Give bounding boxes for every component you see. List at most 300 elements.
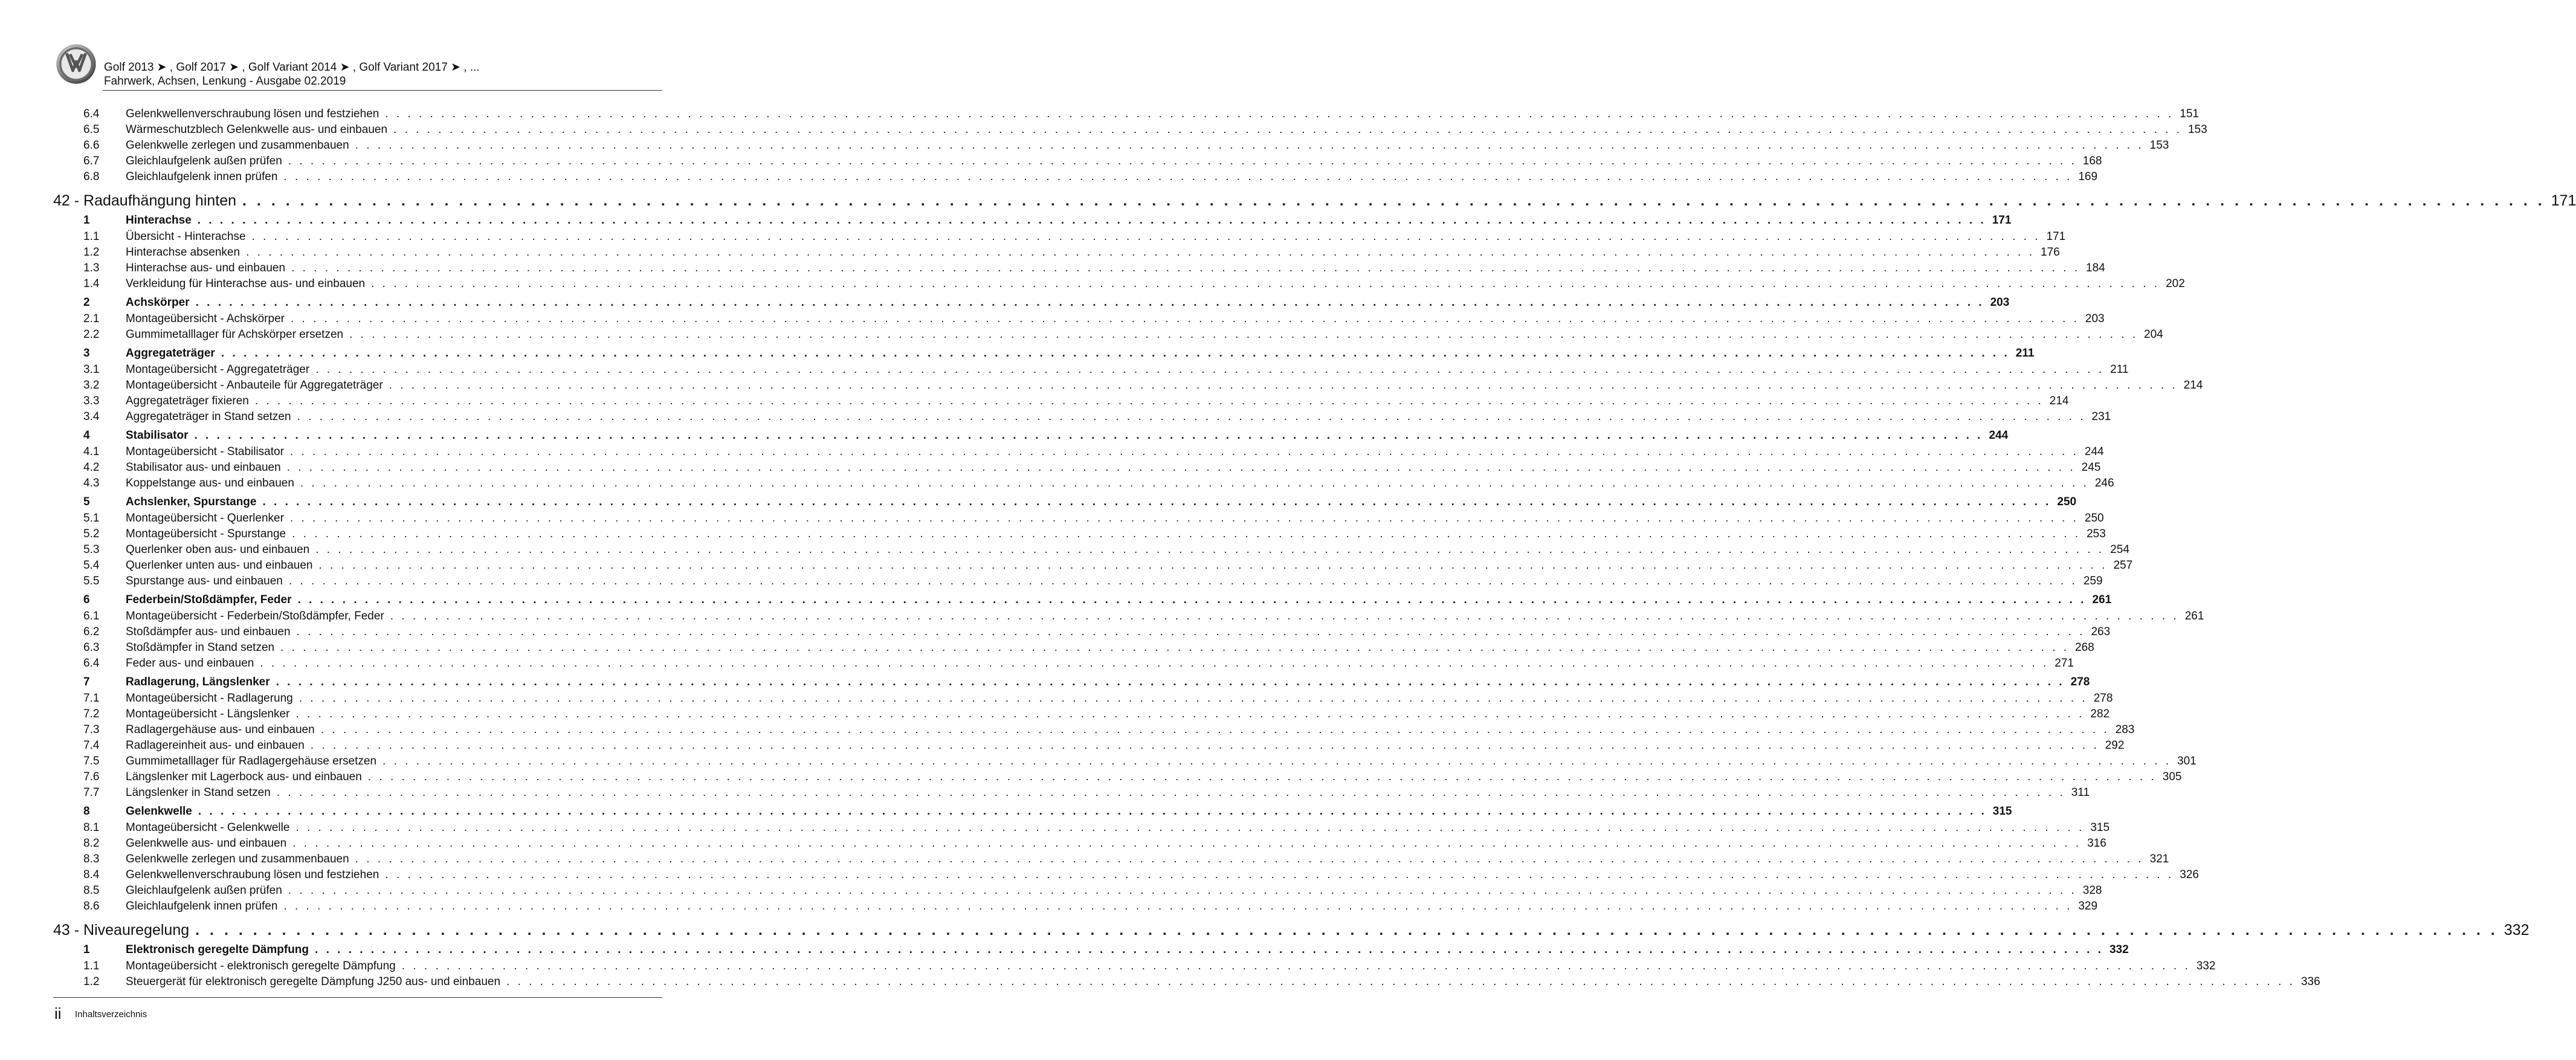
toc-entry-line [126,769,2182,785]
toc-entry-line [126,592,2112,608]
toc-entry-line [126,722,2135,738]
toc-entry-number: 7 [83,676,90,688]
toc-entry-title: Aggregateträger in Stand setzen [126,410,291,423]
toc-entry-number: 2.2 [83,328,100,341]
toc-leader-dots: . . . . . . . . . . . . . . . . . . . . . . . . . . . . . . . . . . . . . . . . . . . . . . . . . . . . . . . . . . . . . . . . . . . . . . . . . . . . . . . . . . . . . . . . . . . . . . . . . . . . . . . . . . . . . . . . . . . . . . . . . . . . . . . . . . . . . . . . . . . . . . . . . . . . . . . . . . . . . . . . [276,676,2065,688]
toc-entry-number: 1.4 [83,277,100,290]
toc-entry-row[interactable] [53,820,2110,836]
footer-page-number: ii [54,1004,62,1023]
toc-entry-line [126,609,2204,624]
toc-page-number: 326 [2180,868,2199,881]
toc-page-number: 278 [2093,692,2113,705]
toc-leader-dots: . . . . . . . . . . . . . . . . . . . . . . . . . . . . . . . . . . . . . . . . . . . . . . . . . . . . . . . . . . . . . . . . . . . . . . . . . . . . . . . . . . . . . . . . . . . . . . . . . . . . . . . . . . . . . . . . . . . . . . . . . . . . . . . . . . . . . . . . . . . . . . . . . . . . . . . . . . . . . . . . [198,805,1987,818]
toc-page-number: 259 [2083,575,2103,587]
toc-chapter-row[interactable] [53,189,2576,213]
footer-section-title: Inhaltsverzeichnis [75,1009,147,1020]
toc-entry-line [126,511,2104,526]
toc-entry-title: Radlagereinheit aus- und einbauen [126,739,305,752]
toc-entry-title: Montageübersicht - Aggregateträger [126,363,310,376]
toc-entry-title: Spurstange aus- und einbauen [126,575,283,587]
toc-page-number: 316 [2087,837,2106,850]
toc-entry-line [126,656,2074,671]
toc-entry-line [126,624,2111,640]
toc-entry-row[interactable] [53,899,2098,914]
toc-section-row[interactable] [53,804,2012,820]
toc-entry-title: Querlenker unten aus- und einbauen [126,559,313,572]
toc-entry-row[interactable] [53,169,2098,185]
toc-leader-dots: . . . . . . . . . . . . . . . . . . . . . . . . . . . . . . . . . . . . . . . . . . . . . . . . . . . . . . . . . . . . . . . . . . . . . . . . . . . . . . . . . . . . . . . . . . . . . . . . . . . . . . . . . . . . . . . . . . . . . . . . . . . . . . . . . . . . . . . . . . . . . . . . . . . . . . . . . . . . . . . . [283,900,2073,913]
toc-entry-row[interactable] [53,444,2104,460]
toc-entry-number: 1.2 [83,246,100,259]
header-vehicle-models: Golf 2013 ➤ , Golf 2017 ➤ , Golf Variant 2014 ➤ , Golf Variant 2017 ➤ , ... [104,61,480,74]
toc-entry-title: Steuergerät für elektronisch geregelte Dämpfung J250 aus- und einbauen [126,975,501,988]
toc-leader-dots: . . . . . . . . . . . . . . . . . . . . . . . . . . . . . . . . . . . . . . . . . . . . . . . . . . . . . . . . . . . . . . . . . . . . . . . . . . . . . . . . . . . . . . . . . . . . . . . . . . . . . . . . . . . . . . . . . . . . . . . . . . . . . . . . . . . . . . . . . . . . . . . . . . . . . . . . . . . . . . . . [195,296,1984,309]
toc-section-row[interactable] [53,428,2009,444]
toc-entry-title: Montageübersicht - Federbein/Stoßdämpfer, Feder [126,610,384,622]
toc-entry-number: 5.4 [83,559,100,572]
toc-entry-number: 5.3 [83,543,100,556]
vw-logo-icon [56,44,97,85]
toc-entry-row[interactable] [53,311,2105,327]
toc-entry-line [126,558,2133,574]
toc-entry-title: Gelenkwelle zerlegen und zusammenbauen [126,139,349,152]
toc-entry-line [126,640,2094,656]
toc-entry-number: 8.5 [83,884,100,897]
toc-entry-title: Montageübersicht - elektronisch geregelte Dämpfung [126,960,396,972]
toc-leader-dots: . . . . . . . . . . . . . . . . . . . . . . . . . . . . . . . . . . . . . . . . . . . . . . . . . . . . . . . . . . . . . . . . . . . . . . . . . . . . . . . . . . . . . . . . . . . . . . . . . . . . . . . . . . . . . . . . . . . . . . . . . . . . . . . . . . . . . . . . . . . . . . . . . . . . . . . . . . . . . . . . [389,379,2178,392]
toc-leader-dots: . . . . . . . . . . . . . . . . . . . . . . . . . . . . . . . . . . . . . . . . . . . . . . . . . . . . . . . . . . . . . . . . . . . . . . . . . . . . . . . . . . . . . . . . . . . . . . . . . . . . . . . . . . . . . . . . . . . . . . . . . . . . . . . . . . . . . . . . . . . . . . . . . . . . . . . . . . . . . . . . [506,975,2295,988]
toc-entry-title: Aggregateträger [126,347,215,360]
toc-entry-title: Gelenkwelle aus- und einbauen [126,837,287,850]
toc-entry-number: 5.5 [83,575,100,587]
toc-entry-title: Gleichlaufgelenk innen prüfen [126,900,278,913]
toc-entry-row[interactable] [53,362,2129,378]
toc-page-number: 292 [2105,739,2125,752]
toc-leader-dots: . . . . . . . . . . . . . . . . . . . . . . . . . . . . . . . . . . . . . . . . . . . . . . . . . . . . . . . . . . . . . . . . . . . . . . . . . . . . . . . . . . . . . . . . . . . . . . . . . . . . . . . . . . . . . . . . . . . . . . . . . . . . . . . . . . . . . . . . . . . . . . . . . . . . . . . . . . . . . . . . [195,922,2498,939]
toc-section-row[interactable] [53,674,2090,691]
toc-entry-number: 5.1 [83,512,100,525]
toc-section-row[interactable] [53,942,2129,958]
toc-section-row[interactable] [53,494,2077,511]
toc-entry-number: 6.2 [83,625,100,638]
toc-entry-row[interactable] [53,769,2182,785]
toc-page-number: 245 [2081,461,2101,474]
toc-leader-dots: . . . . . . . . . . . . . . . . . . . . . . . . . . . . . . . . . . . . . . . . . . . . . . . . . . . . . . . . . . . . . . . . . . . . . . . . . . . . . . . . . . . . . . . . . . . . . . . . . . . . . . . . . . . . . . . . . . . . . . . . . . . . . . . . . . . . . . . . . . . . . . . . . . . . . . . . . . . . . . . . [242,192,2545,209]
toc-entry-number: 7.6 [83,771,100,783]
toc-leader-dots: . . . . . . . . . . . . . . . . . . . . . . . . . . . . . . . . . . . . . . . . . . . . . . . . . . . . . . . . . . . . . . . . . . . . . . . . . . . . . . . . . . . . . . . . . . . . . . . . . . . . . . . . . . . . . . . . . . . . . . . . . . . . . . . . . . . . . . . . . . . . . . . . . . . . . . . . . . . . . . . . [291,262,2080,274]
toc-leader-dots: . . . . . . . . . . . . . . . . . . . . . . . . . . . . . . . . . . . . . . . . . . . . . . . . . . . . . . . . . . . . . . . . . . . . . . . . . . . . . . . . . . . . . . . . . . . . . . . . . . . . . . . . . . . . . . . . . . . . . . . . . . . . . . . . . . . . . . . . . . . . . . . . . . . . . . . . . . . . . . . . [197,214,1986,227]
toc-entry-line [126,138,2169,154]
toc-leader-dots: . . . . . . . . . . . . . . . . . . . . . . . . . . . . . . . . . . . . . . . . . . . . . . . . . . . . . . . . . . . . . . . . . . . . . . . . . . . . . . . . . . . . . . . . . . . . . . . . . . . . . . . . . . . . . . . . . . . . . . . . . . . . . . . . . . . . . . . . . . . . . . . . . . . . . . . . . . . . . . . . [297,593,2087,606]
toc-entry-number: 8.6 [83,900,100,913]
toc-entry-row[interactable] [53,883,2102,899]
toc-entry-row[interactable] [53,409,2111,425]
toc-entry-line [126,106,2199,122]
toc-entry-row[interactable] [53,542,2129,558]
toc-entry-row[interactable] [53,276,2185,292]
toc-page-number: 282 [2090,708,2110,720]
toc-page-number: 202 [2166,277,2185,290]
toc-entry-line [126,867,2199,883]
header-divider [103,90,662,91]
toc-entry-number: 1.3 [83,262,100,274]
toc-entry-number: 1 [83,943,90,956]
toc-entry-number: 6.6 [83,139,100,152]
toc-page-number: 250 [2057,496,2077,508]
toc-entry-line [126,245,2060,260]
table-of-contents [53,106,2576,990]
toc-leader-dots: . . . . . . . . . . . . . . . . . . . . . . . . . . . . . . . . . . . . . . . . . . . . . . . . . . . . . . . . . . . . . . . . . . . . . . . . . . . . . . . . . . . . . . . . . . . . . . . . . . . . . . . . . . . . . . . . . . . . . . . . . . . . . . . . . . . . . . . . . . . . . . . . . . . . . . . . . . . . . . . . [292,528,2081,540]
toc-page-number: 171 [2551,192,2576,209]
toc-entry-number: 2 [83,296,90,309]
toc-entry-title: Stabilisator [126,429,189,442]
toc-entry-line [126,574,2103,589]
toc-entry-title: Montageübersicht - Anbauteile für Aggregateträger [126,379,383,392]
toc-entry-line [126,428,2009,444]
toc-leader-dots: . . . . . . . . . . . . . . . . . . . . . . . . . . . . . . . . . . . . . . . . . . . . . . . . . . . . . . . . . . . . . . . . . . . . . . . . . . . . . . . . . . . . . . . . . . . . . . . . . . . . . . . . . . . . . . . . . . . . . . . . . . . . . . . . . . . . . . . . . . . . . . . . . . . . . . . . . . . . . . . . [221,347,2010,360]
toc-section-row[interactable] [53,213,2012,229]
toc-page-number: 311 [2071,786,2090,799]
toc-entry-number: 6.8 [83,170,100,183]
toc-entry-number: 1.1 [83,960,100,972]
toc-entry-row[interactable] [53,154,2102,169]
toc-entry-number: 1 [83,214,90,227]
toc-page-number: 231 [2091,410,2111,423]
toc-entry-title: Hinterachse [126,214,192,227]
toc-page-number: 250 [2084,512,2104,525]
toc-leader-dots: . . . . . . . . . . . . . . . . . . . . . . . . . . . . . . . . . . . . . . . . . . . . . . . . . . . . . . . . . . . . . . . . . . . . . . . . . . . . . . . . . . . . . . . . . . . . . . . . . . . . . . . . . . . . . . . . . . . . . . . . . . . . . . . . . . . . . . . . . . . . . . . . . . . . . . . . . . . . . . . . [401,960,2190,972]
toc-entry-row[interactable] [53,958,2216,974]
toc-entry-row[interactable] [53,754,2197,769]
toc-entry-title: Gummimetalllager für Radlagergehäuse ersetzen [126,755,377,768]
toc-section-row[interactable] [53,346,2035,362]
toc-entry-line [126,836,2106,852]
toc-entry-title: Wärmeschutzblech Gelenkwelle aus- und einbauen [126,123,388,136]
toc-entry-number: 3 [83,347,90,360]
toc-leader-dots: . . . . . . . . . . . . . . . . . . . . . . . . . . . . . . . . . . . . . . . . . . . . . . . . . . . . . . . . . . . . . . . . . . . . . . . . . . . . . . . . . . . . . . . . . . . . . . . . . . . . . . . . . . . . . . . . . . . . . . . . . . . . . . . . . . . . . . . . . . . . . . . . . . . . . . . . . . . . . . . . [371,277,2160,290]
toc-entry-title: Feder aus- und einbauen [126,657,254,670]
toc-leader-dots: . . . . . . . . . . . . . . . . . . . . . . . . . . . . . . . . . . . . . . . . . . . . . . . . . . . . . . . . . . . . . . . . . . . . . . . . . . . . . . . . . . . . . . . . . . . . . . . . . . . . . . . . . . . . . . . . . . . . . . . . . . . . . . . . . . . . . . . . . . . . . . . . . . . . . . . . . . . . . . . . [390,610,2179,622]
toc-leader-dots: . . . . . . . . . . . . . . . . . . . . . . . . . . . . . . . . . . . . . . . . . . . . . . . . . . . . . . . . . . . . . . . . . . . . . . . . . . . . . . . . . . . . . . . . . . . . . . . . . . . . . . . . . . . . . . . . . . . . . . . . . . . . . . . . . . . . . . . . . . . . . . . . . . . . . . . . . . . . . . . . [194,429,1983,442]
toc-entry-number: 4.2 [83,461,100,474]
toc-entry-line [126,674,2090,690]
toc-entry-line [126,460,2101,476]
toc-entry-line [126,276,2185,292]
page-header [56,44,662,91]
toc-entry-number: 6.7 [83,155,100,167]
toc-page-number: 153 [2149,139,2169,152]
toc-page-number: 211 [2015,347,2035,360]
toc-entry-row[interactable] [53,852,2169,867]
toc-entry-row[interactable] [53,836,2106,852]
toc-entry-row[interactable] [53,867,2199,883]
toc-page-number: 244 [1989,429,2009,442]
toc-page-number: 263 [2091,625,2111,638]
toc-entry-number: 7.1 [83,692,100,705]
toc-entry-number: 8.1 [83,821,100,834]
toc-entry-line [126,476,2114,491]
toc-entry-row[interactable] [53,785,2090,801]
header-manual-title: Fahrwerk, Achsen, Lenkung - Ausgabe 02.2019 [104,75,346,88]
toc-entry-title: Achskörper [126,296,190,309]
toc-entry-number: 8.3 [83,853,100,865]
toc-entry-line [126,706,2110,722]
toc-page-number: 321 [2149,853,2169,865]
toc-entry-row[interactable] [53,460,2101,476]
toc-entry-row[interactable] [53,138,2169,154]
toc-entry-title: 42 - Radaufhängung hinten [53,192,237,209]
toc-leader-dots: . . . . . . . . . . . . . . . . . . . . . . . . . . . . . . . . . . . . . . . . . . . . . . . . . . . . . . . . . . . . . . . . . . . . . . . . . . . . . . . . . . . . . . . . . . . . . . . . . . . . . . . . . . . . . . . . . . . . . . . . . . . . . . . . . . . . . . . . . . . . . . . . . . . . . . . . . . . . . . . . [289,445,2079,458]
toc-section-row[interactable] [53,295,2010,311]
toc-leader-dots: . . . . . . . . . . . . . . . . . . . . . . . . . . . . . . . . . . . . . . . . . . . . . . . . . . . . . . . . . . . . . . . . . . . . . . . . . . . . . . . . . . . . . . . . . . . . . . . . . . . . . . . . . . . . . . . . . . . . . . . . . . . . . . . . . . . . . . . . . . . . . . . . . . . . . . . . . . . . . . . . [283,170,2073,183]
toc-leader-dots: . . . . . . . . . . . . . . . . . . . . . . . . . . . . . . . . . . . . . . . . . . . . . . . . . . . . . . . . . . . . . . . . . . . . . . . . . . . . . . . . . . . . . . . . . . . . . . . . . . . . . . . . . . . . . . . . . . . . . . . . . . . . . . . . . . . . . . . . . . . . . . . . . . . . . . . . . . . . . . . . [315,543,2105,556]
toc-leader-dots: . . . . . . . . . . . . . . . . . . . . . . . . . . . . . . . . . . . . . . . . . . . . . . . . . . . . . . . . . . . . . . . . . . . . . . . . . . . . . . . . . . . . . . . . . . . . . . . . . . . . . . . . . . . . . . . . . . . . . . . . . . . . . . . . . . . . . . . . . . . . . . . . . . . . . . . . . . . . . . . . [383,755,2171,768]
toc-entry-line [126,754,2197,769]
toc-entry-line [53,918,2529,942]
toc-entry-number: 7.4 [83,739,100,752]
toc-entry-line [126,444,2104,460]
toc-page-number: 176 [2041,246,2060,259]
toc-leader-dots: . . . . . . . . . . . . . . . . . . . . . . . . . . . . . . . . . . . . . . . . . . . . . . . . . . . . . . . . . . . . . . . . . . . . . . . . . . . . . . . . . . . . . . . . . . . . . . . . . . . . . . . . . . . . . . . . . . . . . . . . . . . . . . . . . . . . . . . . . . . . . . . . . . . . . . . . . . . . . . . . [385,108,2174,120]
toc-entry-number: 6 [83,593,90,606]
toc-entry-number: 3.4 [83,410,100,423]
toc-entry-title: Gelenkwellenverschraubung lösen und festziehen [126,108,379,120]
toc-page-number: 332 [2196,960,2216,972]
toc-entry-title: Längslenker mit Lagerbock aus- und einbauen [126,771,362,783]
toc-entry-title: Radlagergehäuse aus- und einbauen [126,723,315,736]
toc-entry-number: 3.3 [83,395,100,407]
toc-entry-row[interactable] [53,640,2094,656]
toc-leader-dots: . . . . . . . . . . . . . . . . . . . . . . . . . . . . . . . . . . . . . . . . . . . . . . . . . . . . . . . . . . . . . . . . . . . . . . . . . . . . . . . . . . . . . . . . . . . . . . . . . . . . . . . . . . . . . . . . . . . . . . . . . . . . . . . . . . . . . . . . . . . . . . . . . . . . . . . . . . . . . . . . [262,496,2051,508]
toc-page-number: 332 [2503,922,2529,939]
toc-leader-dots: . . . . . . . . . . . . . . . . . . . . . . . . . . . . . . . . . . . . . . . . . . . . . . . . . . . . . . . . . . . . . . . . . . . . . . . . . . . . . . . . . . . . . . . . . . . . . . . . . . . . . . . . . . . . . . . . . . . . . . . . . . . . . . . . . . . . . . . . . . . . . . . . . . . . . . . . . . . . . . . . [367,771,2157,783]
toc-entry-line [126,974,2320,990]
toc-leader-dots: . . . . . . . . . . . . . . . . . . . . . . . . . . . . . . . . . . . . . . . . . . . . . . . . . . . . . . . . . . . . . . . . . . . . . . . . . . . . . . . . . . . . . . . . . . . . . . . . . . . . . . . . . . . . . . . . . . . . . . . . . . . . . . . . . . . . . . . . . . . . . . . . . . . . . . . . . . . . . . . . [288,155,2077,167]
toc-entry-title: Montageübersicht - Gelenkwelle [126,821,290,834]
toc-entry-line [126,260,2105,276]
toc-page-number: 203 [2085,312,2105,325]
toc-entry-number: 7.2 [83,708,100,720]
toc-entry-row[interactable] [53,738,2125,754]
toc-leader-dots: . . . . . . . . . . . . . . . . . . . . . . . . . . . . . . . . . . . . . . . . . . . . . . . . . . . . . . . . . . . . . . . . . . . . . . . . . . . . . . . . . . . . . . . . . . . . . . . . . . . . . . . . . . . . . . . . . . . . . . . . . . . . . . . . . . . . . . . . . . . . . . . . . . . . . . . . . . . . . . . . [280,641,2070,654]
toc-entry-line [126,122,2207,138]
toc-entry-row[interactable] [53,558,2133,574]
toc-entry-number: 5.2 [83,528,100,540]
toc-entry-title: Gleichlaufgelenk außen prüfen [126,884,282,897]
toc-entry-title: Gummimetalllager für Achskörper ersetzen [126,328,344,341]
toc-page-number: 305 [2162,771,2182,783]
toc-leader-dots: . . . . . . . . . . . . . . . . . . . . . . . . . . . . . . . . . . . . . . . . . . . . . . . . . . . . . . . . . . . . . . . . . . . . . . . . . . . . . . . . . . . . . . . . . . . . . . . . . . . . . . . . . . . . . . . . . . . . . . . . . . . . . . . . . . . . . . . . . . . . . . . . . . . . . . . . . . . . . . . . [276,786,2065,799]
toc-entry-title: Koppelstange aus- und einbauen [126,477,294,490]
toc-leader-dots: . . . . . . . . . . . . . . . . . . . . . . . . . . . . . . . . . . . . . . . . . . . . . . . . . . . . . . . . . . . . . . . . . . . . . . . . . . . . . . . . . . . . . . . . . . . . . . . . . . . . . . . . . . . . . . . . . . . . . . . . . . . . . . . . . . . . . . . . . . . . . . . . . . . . . . . . . . . . . . . . [296,625,2085,638]
toc-page-number: 171 [1992,214,2012,227]
toc-entry-number: 2.1 [83,312,100,325]
toc-entry-row[interactable] [53,378,2203,393]
toc-entry-row[interactable] [53,476,2114,491]
toc-leader-dots: . . . . . . . . . . . . . . . . . . . . . . . . . . . . . . . . . . . . . . . . . . . . . . . . . . . . . . . . . . . . . . . . . . . . . . . . . . . . . . . . . . . . . . . . . . . . . . . . . . . . . . . . . . . . . . . . . . . . . . . . . . . . . . . . . . . . . . . . . . . . . . . . . . . . . . . . . . . . . . . . [295,821,2085,834]
toc-page-number: 315 [2090,821,2110,834]
toc-entry-line [126,362,2129,378]
toc-entry-row[interactable] [53,511,2104,526]
toc-entry-number: 3.1 [83,363,100,376]
toc-entry-number: 6.5 [83,123,100,136]
toc-entry-title: Elektronisch geregelte Dämpfung [126,943,309,956]
toc-entry-line [126,958,2216,974]
toc-entry-row[interactable] [53,706,2110,722]
toc-leader-dots: . . . . . . . . . . . . . . . . . . . . . . . . . . . . . . . . . . . . . . . . . . . . . . . . . . . . . . . . . . . . . . . . . . . . . . . . . . . . . . . . . . . . . . . . . . . . . . . . . . . . . . . . . . . . . . . . . . . . . . . . . . . . . . . . . . . . . . . . . . . . . . . . . . . . . . . . . . . . . . . . [251,230,2041,243]
toc-page-number: 336 [2300,975,2320,988]
toc-entry-title: Längslenker in Stand setzen [126,786,271,799]
toc-entry-title: Gleichlaufgelenk außen prüfen [126,155,282,167]
toc-entry-line [126,820,2110,836]
toc-entry-row[interactable] [53,691,2113,706]
toc-entry-title: Gleichlaufgelenk innen prüfen [126,170,278,183]
toc-entry-title: Montageübersicht - Radlagerung [126,692,293,705]
toc-entry-title: Stoßdämpfer aus- und einbauen [126,625,291,638]
toc-leader-dots: . . . . . . . . . . . . . . . . . . . . . . . . . . . . . . . . . . . . . . . . . . . . . . . . . . . . . . . . . . . . . . . . . . . . . . . . . . . . . . . . . . . . . . . . . . . . . . . . . . . . . . . . . . . . . . . . . . . . . . . . . . . . . . . . . . . . . . . . . . . . . . . . . . . . . . . . . . . . . . . . [299,692,2088,705]
toc-entry-row[interactable] [53,106,2199,122]
toc-entry-line [126,229,2066,245]
toc-page-number: 257 [2113,559,2133,572]
toc-entry-line [126,327,2163,343]
toc-leader-dots: . . . . . . . . . . . . . . . . . . . . . . . . . . . . . . . . . . . . . . . . . . . . . . . . . . . . . . . . . . . . . . . . . . . . . . . . . . . . . . . . . . . . . . . . . . . . . . . . . . . . . . . . . . . . . . . . . . . . . . . . . . . . . . . . . . . . . . . . . . . . . . . . . . . . . . . . . . . . . . . . [254,395,2044,407]
toc-leader-dots: . . . . . . . . . . . . . . . . . . . . . . . . . . . . . . . . . . . . . . . . . . . . . . . . . . . . . . . . . . . . . . . . . . . . . . . . . . . . . . . . . . . . . . . . . . . . . . . . . . . . . . . . . . . . . . . . . . . . . . . . . . . . . . . . . . . . . . . . . . . . . . . . . . . . . . . . . . . . . . . . [288,884,2077,897]
toc-entry-title: Aggregateträger fixieren [126,395,249,407]
toc-page-number: 214 [2049,395,2069,407]
toc-entry-line [126,378,2203,393]
toc-entry-title: Übersicht - Hinterachse [126,230,246,243]
toc-entry-title: Achslenker, Spurstange [126,496,257,508]
toc-entry-row[interactable] [53,393,2069,409]
toc-entry-row[interactable] [53,229,2066,245]
toc-entry-title: Hinterachse aus- und einbauen [126,262,286,274]
toc-entry-number: 4.1 [83,445,100,458]
toc-entry-number: 7.7 [83,786,100,799]
toc-leader-dots: . . . . . . . . . . . . . . . . . . . . . . . . . . . . . . . . . . . . . . . . . . . . . . . . . . . . . . . . . . . . . . . . . . . . . . . . . . . . . . . . . . . . . . . . . . . . . . . . . . . . . . . . . . . . . . . . . . . . . . . . . . . . . . . . . . . . . . . . . . . . . . . . . . . . . . . . . . . . . . . . [246,246,2035,259]
toc-page-number: 278 [2070,676,2090,688]
toc-leader-dots: . . . . . . . . . . . . . . . . . . . . . . . . . . . . . . . . . . . . . . . . . . . . . . . . . . . . . . . . . . . . . . . . . . . . . . . . . . . . . . . . . . . . . . . . . . . . . . . . . . . . . . . . . . . . . . . . . . . . . . . . . . . . . . . . . . . . . . . . . . . . . . . . . . . . . . . . . . . . . . . . [320,723,2110,736]
toc-page-number: 246 [2094,477,2114,490]
toc-page-number: 168 [2082,155,2102,167]
toc-leader-dots: . . . . . . . . . . . . . . . . . . . . . . . . . . . . . . . . . . . . . . . . . . . . . . . . . . . . . . . . . . . . . . . . . . . . . . . . . . . . . . . . . . . . . . . . . . . . . . . . . . . . . . . . . . . . . . . . . . . . . . . . . . . . . . . . . . . . . . . . . . . . . . . . . . . . . . . . . . . . . . . . [355,853,2144,865]
toc-page-number: 204 [2144,328,2163,341]
toc-entry-number: 4 [83,429,90,442]
toc-entry-title: Hinterachse absenken [126,246,240,259]
toc-entry-number: 4.3 [83,477,100,490]
toc-entry-line [126,852,2169,867]
toc-entry-title: Federbein/Stoßdämpfer, Feder [126,593,292,606]
toc-entry-line [126,393,2069,409]
toc-entry-title: Gelenkwelle [126,805,192,818]
toc-page-number: 271 [2055,657,2074,670]
toc-leader-dots: . . . . . . . . . . . . . . . . . . . . . . . . . . . . . . . . . . . . . . . . . . . . . . . . . . . . . . . . . . . . . . . . . . . . . . . . . . . . . . . . . . . . . . . . . . . . . . . . . . . . . . . . . . . . . . . . . . . . . . . . . . . . . . . . . . . . . . . . . . . . . . . . . . . . . . . . . . . . . . . . [288,575,2077,587]
toc-entry-title: Montageübersicht - Achskörper [126,312,285,325]
toc-entry-row[interactable] [53,327,2163,343]
toc-page-number: 244 [2084,445,2104,458]
toc-leader-dots: . . . . . . . . . . . . . . . . . . . . . . . . . . . . . . . . . . . . . . . . . . . . . . . . . . . . . . . . . . . . . . . . . . . . . . . . . . . . . . . . . . . . . . . . . . . . . . . . . . . . . . . . . . . . . . . . . . . . . . . . . . . . . . . . . . . . . . . . . . . . . . . . . . . . . . . . . . . . . . . . [290,312,2079,325]
toc-page-number: 254 [2110,543,2129,556]
toc-entry-title: Stabilisator aus- und einbauen [126,461,281,474]
toc-entry-row[interactable] [53,609,2204,624]
toc-entry-number: 6.4 [83,657,100,670]
toc-entry-number: 7.3 [83,723,100,736]
toc-page-number: 203 [1990,296,2010,309]
toc-entry-row[interactable] [53,574,2103,589]
toc-leader-dots: . . . . . . . . . . . . . . . . . . . . . . . . . . . . . . . . . . . . . . . . . . . . . . . . . . . . . . . . . . . . . . . . . . . . . . . . . . . . . . . . . . . . . . . . . . . . . . . . . . . . . . . . . . . . . . . . . . . . . . . . . . . . . . . . . . . . . . . . . . . . . . . . . . . . . . . . . . . . . . . . [295,708,2085,720]
toc-entry-number: 8.4 [83,868,100,881]
toc-entry-number: 6.1 [83,610,100,622]
toc-entry-title: Verkleidung für Hinterachse aus- und einbauen [126,277,366,290]
toc-leader-dots: . . . . . . . . . . . . . . . . . . . . . . . . . . . . . . . . . . . . . . . . . . . . . . . . . . . . . . . . . . . . . . . . . . . . . . . . . . . . . . . . . . . . . . . . . . . . . . . . . . . . . . . . . . . . . . . . . . . . . . . . . . . . . . . . . . . . . . . . . . . . . . . . . . . . . . . . . . . . . . . . [292,837,2082,850]
toc-entry-title: Radlagerung, Längslenker [126,676,270,688]
toc-leader-dots: . . . . . . . . . . . . . . . . . . . . . . . . . . . . . . . . . . . . . . . . . . . . . . . . . . . . . . . . . . . . . . . . . . . . . . . . . . . . . . . . . . . . . . . . . . . . . . . . . . . . . . . . . . . . . . . . . . . . . . . . . . . . . . . . . . . . . . . . . . . . . . . . . . . . . . . . . . . . . . . . [310,739,2099,752]
toc-chapter-row[interactable] [53,918,2529,942]
toc-page-number: 211 [2110,363,2129,376]
toc-page-number: 153 [2187,123,2207,136]
toc-entry-line [126,169,2098,185]
toc-entry-line [126,311,2105,327]
toc-entry-number: 1.2 [83,975,100,988]
toc-entry-number: 6.4 [83,108,100,120]
toc-entry-row[interactable] [53,974,2320,990]
toc-entry-line [126,542,2129,558]
toc-leader-dots: . . . . . . . . . . . . . . . . . . . . . . . . . . . . . . . . . . . . . . . . . . . . . . . . . . . . . . . . . . . . . . . . . . . . . . . . . . . . . . . . . . . . . . . . . . . . . . . . . . . . . . . . . . . . . . . . . . . . . . . . . . . . . . . . . . . . . . . . . . . . . . . . . . . . . . . . . . . . . . . . [393,123,2182,136]
toc-entry-line [53,189,2576,213]
toc-page-number: 261 [2092,593,2112,606]
toc-entry-number: 3.2 [83,379,100,392]
toc-entry-line [126,213,2012,228]
toc-entry-row[interactable] [53,526,2106,542]
toc-entry-line [126,346,2035,361]
toc-entry-line [126,154,2102,169]
toc-page-number: 171 [2046,230,2066,243]
toc-entry-line [126,295,2010,311]
toc-leader-dots: . . . . . . . . . . . . . . . . . . . . . . . . . . . . . . . . . . . . . . . . . . . . . . . . . . . . . . . . . . . . . . . . . . . . . . . . . . . . . . . . . . . . . . . . . . . . . . . . . . . . . . . . . . . . . . . . . . . . . . . . . . . . . . . . . . . . . . . . . . . . . . . . . . . . . . . . . . . . . . . . [300,477,2089,490]
toc-entry-title: Montageübersicht - Querlenker [126,512,284,525]
toc-entry-line [126,942,2129,958]
toc-page-number: 328 [2082,884,2102,897]
toc-entry-row[interactable] [53,624,2111,640]
toc-entry-line [126,804,2012,819]
toc-entry-title: Querlenker oben aus- und einbauen [126,543,310,556]
toc-leader-dots: . . . . . . . . . . . . . . . . . . . . . . . . . . . . . . . . . . . . . . . . . . . . . . . . . . . . . . . . . . . . . . . . . . . . . . . . . . . . . . . . . . . . . . . . . . . . . . . . . . . . . . . . . . . . . . . . . . . . . . . . . . . . . . . . . . . . . . . . . . . . . . . . . . . . . . . . . . . . . . . . [385,868,2174,881]
toc-section-row[interactable] [53,592,2112,609]
toc-entry-number: 8.2 [83,837,100,850]
toc-entry-line [126,526,2106,542]
toc-page-number: 283 [2115,723,2135,736]
toc-entry-number: 7.5 [83,755,100,768]
toc-entry-row[interactable] [53,122,2207,138]
toc-entry-title: Stoßdämpfer in Stand setzen [126,641,275,654]
toc-entry-title: Gelenkwelle zerlegen und zusammenbauen [126,853,349,865]
toc-leader-dots: . . . . . . . . . . . . . . . . . . . . . . . . . . . . . . . . . . . . . . . . . . . . . . . . . . . . . . . . . . . . . . . . . . . . . . . . . . . . . . . . . . . . . . . . . . . . . . . . . . . . . . . . . . . . . . . . . . . . . . . . . . . . . . . . . . . . . . . . . . . . . . . . . . . . . . . . . . . . . . . . [315,943,2103,956]
toc-page-number: 315 [1992,805,2012,818]
toc-entry-number: 1.1 [83,230,100,243]
toc-page-number: 329 [2078,900,2098,913]
toc-entry-row[interactable] [53,245,2060,260]
toc-page-number: 214 [2183,379,2203,392]
toc-entry-title: Montageübersicht - Längslenker [126,708,290,720]
toc-page-number: 261 [2184,610,2204,622]
toc-entry-row[interactable] [53,722,2135,738]
toc-entry-row[interactable] [53,260,2105,276]
toc-entry-number: 6.3 [83,641,100,654]
toc-entry-number: 8 [83,805,90,818]
toc-entry-number: 5 [83,496,90,508]
toc-leader-dots: . . . . . . . . . . . . . . . . . . . . . . . . . . . . . . . . . . . . . . . . . . . . . . . . . . . . . . . . . . . . . . . . . . . . . . . . . . . . . . . . . . . . . . . . . . . . . . . . . . . . . . . . . . . . . . . . . . . . . . . . . . . . . . . . . . . . . . . . . . . . . . . . . . . . . . . . . . . . . . . . [349,328,2139,341]
toc-entry-line [126,785,2090,801]
toc-entry-row[interactable] [53,656,2074,671]
